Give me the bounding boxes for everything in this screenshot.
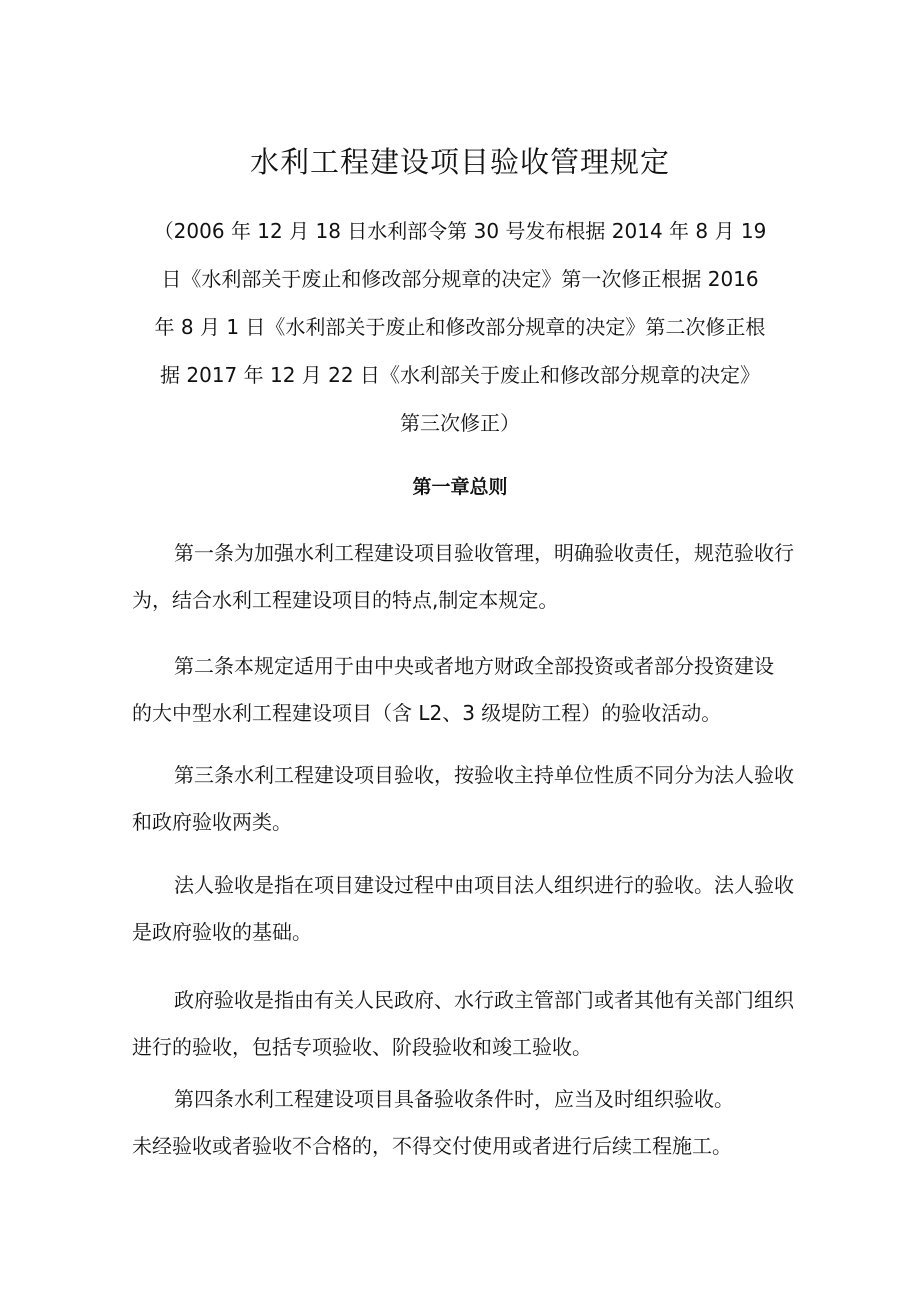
article-3-paragraph <box>132 752 804 846</box>
paragraph-line: 第四条水利工程建设项目具备验收条件时，应当及时组织验收。 <box>174 1087 734 1111</box>
subtitle-line: 第三次修正） <box>400 411 520 435</box>
paragraph-line: 的大中型水利工程建设项目（含 L2、3 级堤防工程）的验收活动。 <box>132 701 722 725</box>
subtitle-line: 据 2017 年 12 月 22 日《水利部关于废止和修改部分规章的决定》 <box>160 363 760 387</box>
document-subtitle <box>140 207 780 447</box>
paragraph-line: 和政府验收两类。 <box>132 810 292 834</box>
chapter-heading: 第一章总则 <box>412 476 508 498</box>
subtitle-line: 年 8 月 1 日《水利部关于废止和修改部分规章的决定》第二次修正根 <box>154 315 766 339</box>
article-4-paragraph <box>132 1076 804 1170</box>
paragraph-line: 政府验收是指由有关人民政府、水行政主管部门或者其他有关部门组织 <box>174 988 794 1012</box>
subtitle-line: （2006 年 12 月 18 日水利部令第 30 号发布根据 2014 年 8 月 19 <box>153 219 767 243</box>
paragraph-line: 第三条水利工程建设项目验收，按验收主持单位性质不同分为法人验收 <box>174 763 794 787</box>
legal-person-acceptance-paragraph <box>132 862 804 956</box>
paragraph-line: 法人验收是指在项目建设过程中由项目法人组织进行的验收。法人验收 <box>174 873 794 897</box>
paragraph-line: 第一条为加强水利工程建设项目验收管理，明确验收责任，规范验收行 <box>174 541 794 565</box>
document-title: 水利工程建设项目验收管理规定 <box>249 145 670 179</box>
paragraph-line: 是政府验收的基础。 <box>132 920 312 944</box>
paragraph-line: 第二条本规定适用于由中央或者地方财政全部投资或者部分投资建设 <box>174 654 774 678</box>
government-acceptance-paragraph <box>132 977 804 1071</box>
article-2-paragraph <box>132 643 804 737</box>
paragraph-line: 为，结合水利工程建设项目的特点,制定本规定。 <box>132 588 559 612</box>
paragraph-line: 未经验收或者验收不合格的，不得交付使用或者进行后续工程施工。 <box>132 1134 732 1158</box>
article-1-paragraph <box>132 530 804 624</box>
subtitle-line: 日《水利部关于废止和修改部分规章的决定》第一次修正根据 2016 <box>161 267 759 291</box>
paragraph-line: 进行的验收，包括专项验收、阶段验收和竣工验收。 <box>132 1035 592 1059</box>
